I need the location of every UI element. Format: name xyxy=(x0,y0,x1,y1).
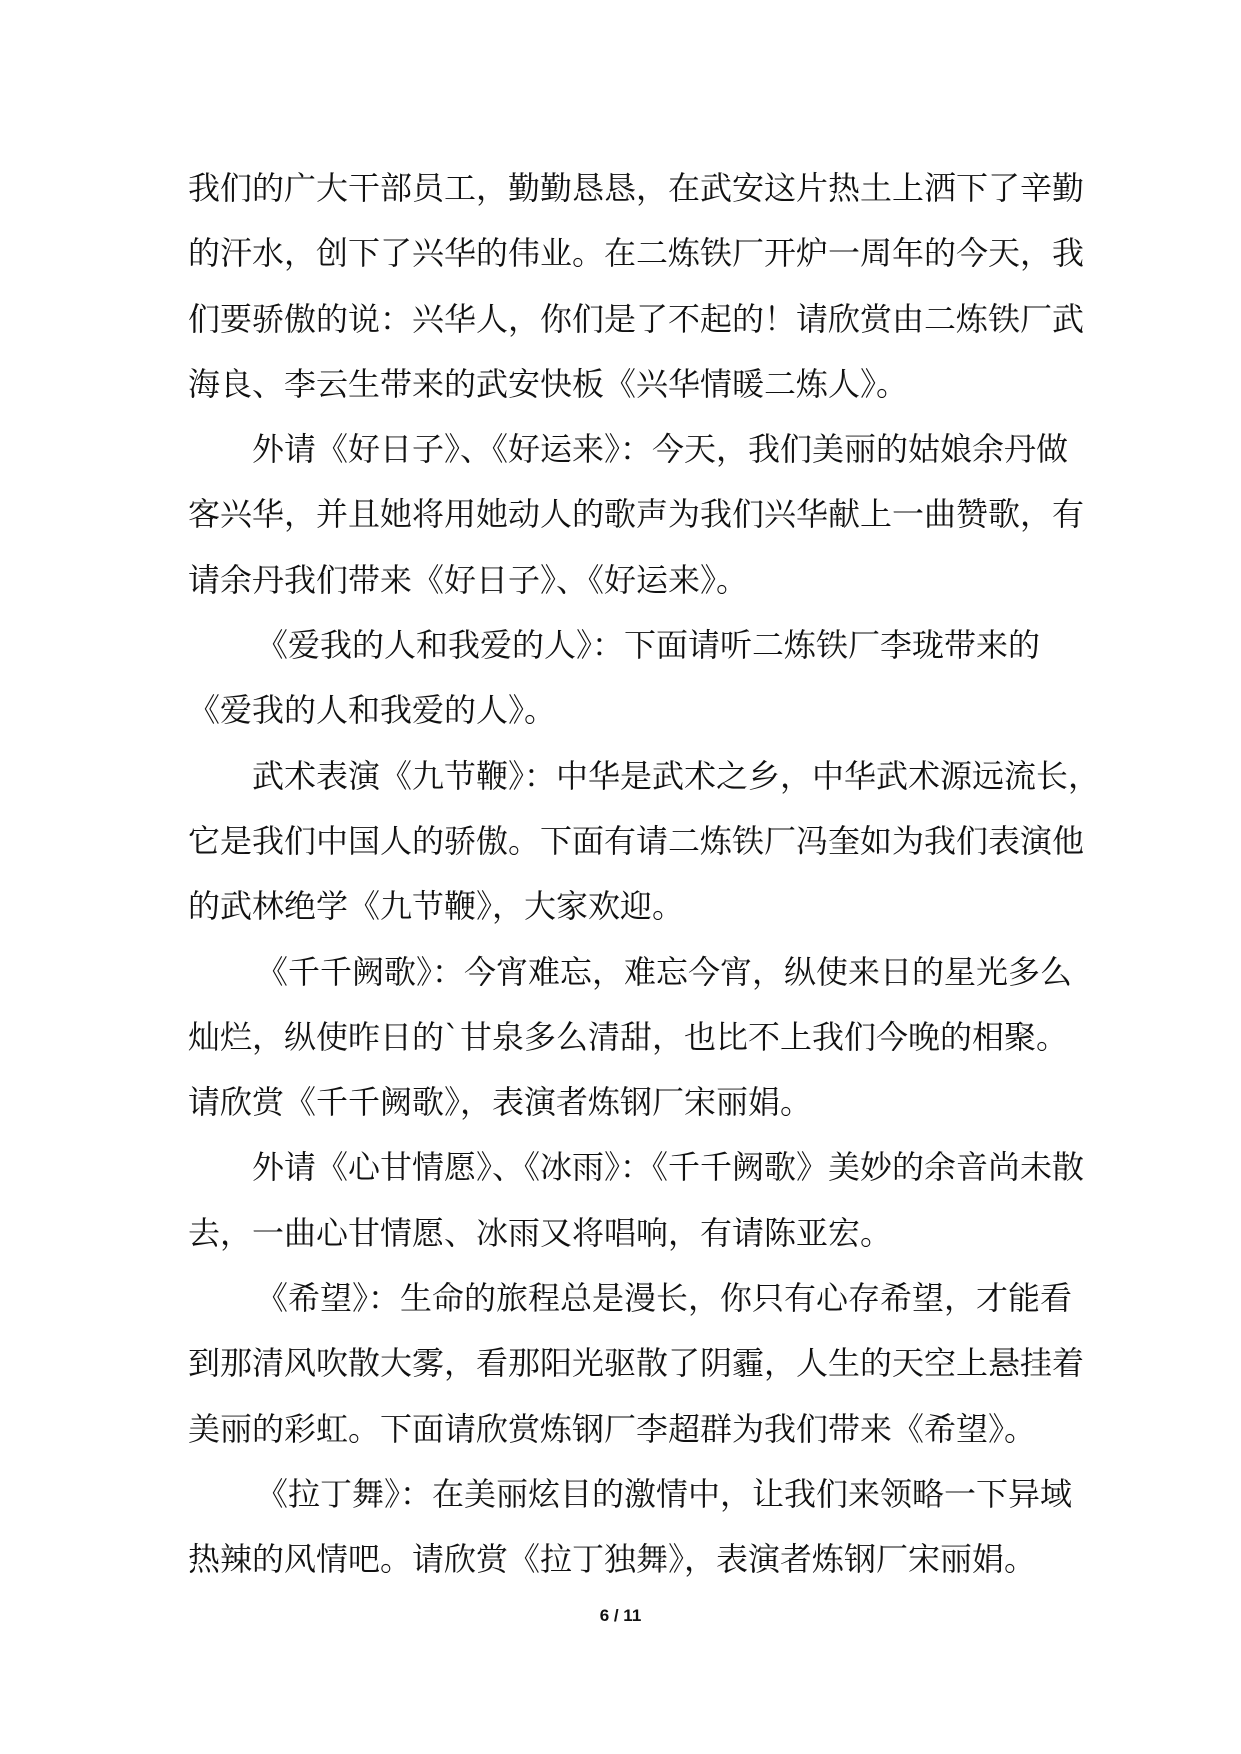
text-line: 的汗水，创下了兴华的伟业。在二炼铁厂开炉一周年的今天，我 xyxy=(188,234,1085,273)
paragraph-first-line: 《千千阙歌》：今宵难忘，难忘今宵，纵使来日的星光多么 xyxy=(256,952,1073,991)
document-body xyxy=(188,156,1101,1593)
paragraph-first-line: 外请《心甘情愿》、《冰雨》：《千千阙歌》美妙的余音尚未散 xyxy=(252,1148,1085,1187)
page-number: 6 / 11 xyxy=(599,1606,642,1625)
text-line: 请余丹我们带来《好日子》、《好运来》。 xyxy=(188,560,749,599)
paragraph-first-line: 《爱我的人和我爱的人》：下面请听二炼铁厂李珑带来的 xyxy=(256,626,1041,665)
text-line: 们要骄傲的说：兴华人，你们是了不起的！请欣赏由二炼铁厂武 xyxy=(188,299,1085,338)
text-line: 到那清风吹散大雾，看那阳光驱散了阴霾，人生的天空上悬挂着 xyxy=(188,1344,1085,1383)
text-line: 《爱我的人和我爱的人》。 xyxy=(188,691,557,730)
text-line: 客兴华，并且她将用她动人的歌声为我们兴华献上一曲赞歌，有 xyxy=(188,495,1085,534)
text-line: 去，一曲心甘情愿、冰雨又将唱响，有请陈亚宏。 xyxy=(188,1213,893,1252)
text-line: 灿烂，纵使昨日的`甘泉多么清甜，也比不上我们今晚的相聚。 xyxy=(188,1017,1069,1056)
text-line: 美丽的彩虹。下面请欣赏炼钢厂李超群为我们带来《希望》。 xyxy=(188,1409,1037,1448)
text-line: 海良、李云生带来的武安快板《兴华情暖二炼人》。 xyxy=(188,364,909,403)
text-line: 我们的广大干部员工，勤勤恳恳，在武安这片热土上洒下了辛勤 xyxy=(188,169,1085,207)
text-line: 的武林绝学《九节鞭》，大家欢迎。 xyxy=(188,887,685,926)
paragraph-first-line: 武术表演《九节鞭》：中华是武术之乡，中华武术源远流长， xyxy=(252,756,1101,795)
text-line: 请欣赏《千千阙歌》，表演者炼钢厂宋丽娟。 xyxy=(188,1083,813,1122)
text-line: 热辣的风情吧。请欣赏《拉丁独舞》，表演者炼钢厂宋丽娟。 xyxy=(188,1540,1037,1579)
text-line: 它是我们中国人的骄傲。下面有请二炼铁厂冯奎如为我们表演他 xyxy=(188,821,1085,860)
paragraph-first-line: 外请《好日子》、《好运来》：今天，我们美丽的姑娘余丹做 xyxy=(252,430,1069,469)
paragraph-first-line: 《希望》：生命的旅程总是漫长，你只有心存希望，才能看 xyxy=(256,1279,1073,1318)
paragraph-first-line: 《拉丁舞》：在美丽炫目的激情中，让我们来领略一下异域 xyxy=(256,1474,1073,1513)
